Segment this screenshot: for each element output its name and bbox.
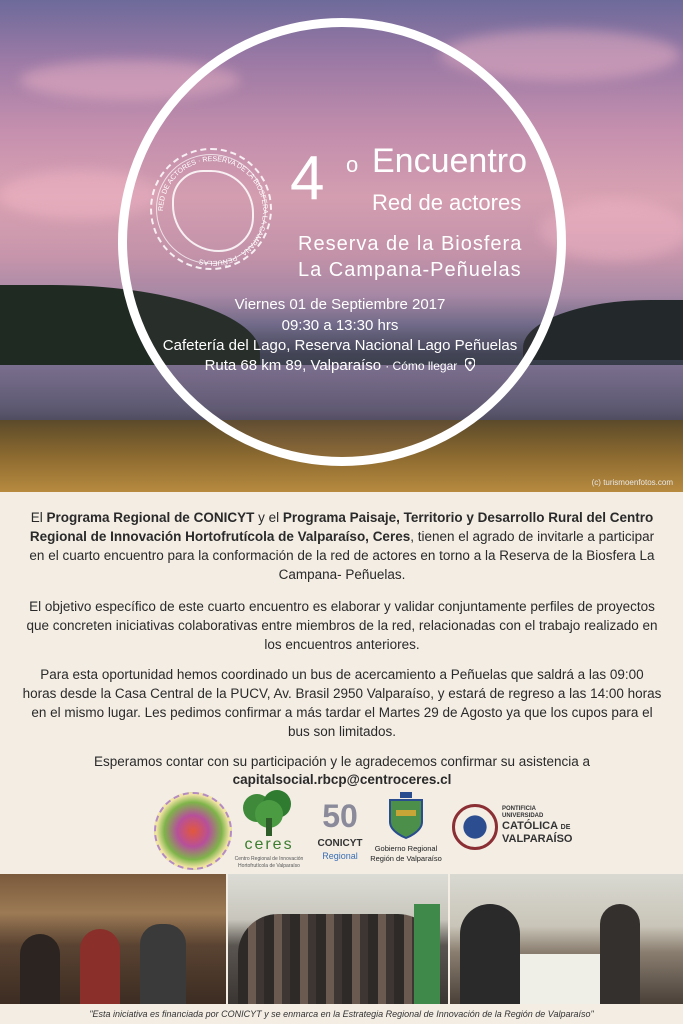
org-conicyt: Programa Regional de CONICYT <box>46 510 255 525</box>
event-subtitle: Red de actores <box>372 190 522 215</box>
event-title: Encuentro <box>372 142 527 180</box>
objective-paragraph: El objetivo específico de este cuarto encuentro es elaborar y validar conjuntamente perfiles de proyectos que concreten iniciativas colaborativas entre miembros de la red, relacionadas con el trabajo realizado en los encuentros anteriores. <box>26 599 658 652</box>
photo-credit: (c) turismoenfotos.com <box>591 478 673 487</box>
tree-icon <box>237 790 301 838</box>
pucv-line2: UNIVERSIDAD <box>502 813 544 819</box>
pucv-line1: PONTIFICIA <box>502 806 536 812</box>
gob-line1: Gobierno Regional <box>374 844 438 853</box>
photo-workshop-left <box>0 874 226 1004</box>
event-date: Viernes 01 de Septiembre 2017 <box>234 296 446 313</box>
pucv-line3: CATÓLICA DE <box>502 820 571 832</box>
map-pin-icon[interactable] <box>465 358 475 370</box>
svg-text:RED DE ACTORES · RESERVA DE LA <box>158 156 268 267</box>
edition-degree: o <box>346 152 359 177</box>
event-place: Cafetería del Lago, Reserva Nacional Lago Peñuelas <box>162 337 518 354</box>
org-ceres: Programa Paisaje, Territorio y Desarrollo Rural del Centro Regional de Innovación Hortofrutícola de Valparaíso, Ceres <box>29 510 654 544</box>
event-time: 09:30 a 13:30 hrs <box>281 317 399 334</box>
coat-of-arms-icon <box>386 792 426 840</box>
sponsor-logos <box>0 786 683 874</box>
edition-number: 4 <box>290 144 325 213</box>
ceres-sub2: Hortofrutícola de Valparaíso <box>238 863 300 869</box>
ceres-name: ceres <box>244 836 294 853</box>
photo-workshop-right <box>450 874 683 1004</box>
bus-paragraph: Para esta oportunidad hemos coordinado un bus de acercamiento a Peñuelas que saldrá a las 09:00 horas desde la Casa Central de la PUCV, Av. Brasil 2950 Valparaíso, y estará de regreso a las 14:00 horas en el mismo lugar. Les pedimos confirmar a más tardar el Martes 29 de Agosto ya que los cupos para el bus son limitados. <box>22 667 662 739</box>
red-de-actores-seal-icon <box>150 148 272 270</box>
pucv-line4: VALPARAÍSO <box>502 833 573 845</box>
hero-banner <box>0 0 683 492</box>
directions-link[interactable]: · Cómo llegar <box>385 359 458 373</box>
conicyt-logo <box>312 798 368 870</box>
reserve-name-line2: La Campana-Peñuelas <box>298 259 522 281</box>
ceres-logo <box>232 790 306 874</box>
red-actores-color-logo <box>154 792 232 870</box>
conicyt-sub: Regional <box>322 851 358 861</box>
reserve-name-line1: Reserva de la Biosfera <box>298 233 523 255</box>
conicyt-name: CONICYT <box>317 838 363 849</box>
seal-text-ring <box>152 150 274 272</box>
gob-line2: Región de Valparaíso <box>370 854 442 863</box>
ceres-sub1: Centro Regional de Innovación <box>234 856 304 862</box>
event-route-line <box>150 357 530 374</box>
pucv-logo <box>452 802 582 862</box>
pucv-seal-icon <box>452 804 498 850</box>
funding-footer: "Esta iniciativa es financiada por CONICYT y se enmarca en la Estrategia Regional de Innovación de la Región de Valparaíso" <box>89 1009 594 1019</box>
contact-email[interactable]: capitalsocial.rbcp@centroceres.cl <box>232 772 452 787</box>
photo-group <box>228 874 448 1004</box>
seal-text: RED DE ACTORES · RESERVA DE LA BIOSFERA LA CAMPANA · PEÑUELAS <box>157 155 269 267</box>
intro-paragraph: El Programa Regional de CONICYT y el Programa Paisaje, Territorio y Desarrollo Rural del Centro Regional de Innovación Hortofrutícola de Valparaíso, Ceres, tienen el agrado de invitarle a participar en el cuarto encuentro para la conformación de la red de actores en torno a la Reserva de la Biosfera La Campana- Peñuelas. <box>29 510 655 582</box>
conicyt-50: 50 <box>322 798 358 834</box>
gobierno-regional-logo <box>366 792 446 874</box>
photo-strip <box>0 874 683 1004</box>
closing-paragraph: Esperamos contar con su participación y le agradecemos confirmar su asistencia a <box>94 754 590 769</box>
event-route: Ruta 68 km 89, Valparaíso <box>204 357 382 374</box>
